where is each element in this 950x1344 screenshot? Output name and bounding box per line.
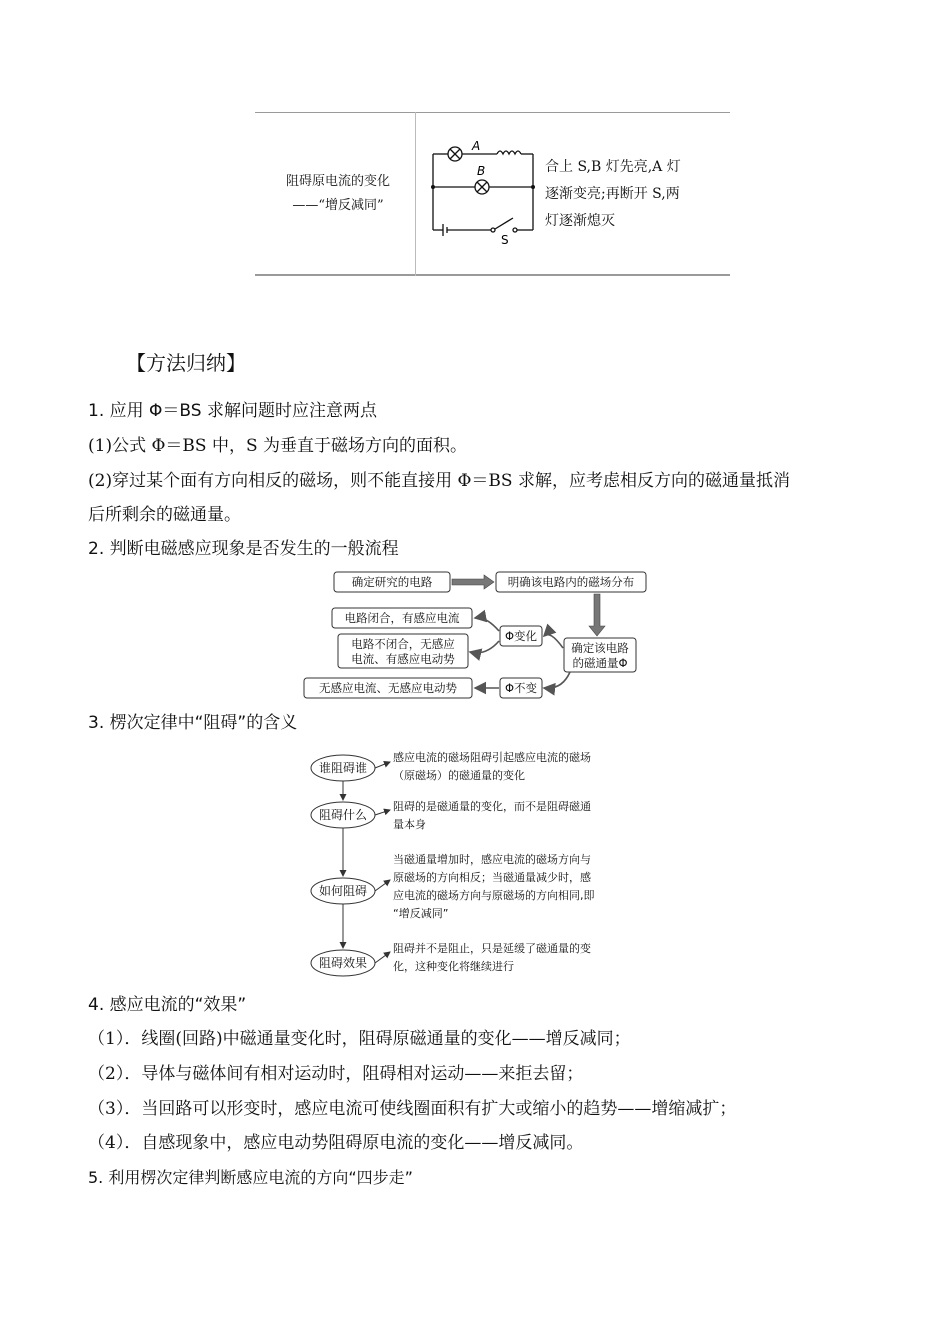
flow-open-line2: 电流、有感应电动势 [351, 652, 455, 666]
desc2-line2: 量本身 [393, 818, 426, 831]
desc2-line1: 阻碍的是磁通量的变化，而不是阻碍磁通 [393, 800, 591, 813]
circuit-diagram [425, 132, 540, 257]
item4-line4: （4）．自感现象中，感应电动势阻碍原电流的变化——增反减同。 [88, 1133, 584, 1153]
flow-box-identify-circuit: 确定研究的电路 [351, 575, 433, 589]
flow-box-field-distribution: 明确该电路内的磁场分布 [507, 575, 635, 589]
table-divider [415, 112, 416, 276]
flowchart-induction [300, 568, 660, 703]
flow-no-induction: 无感应电流、无感应电动势 [319, 681, 457, 695]
flow-phi-change: Φ变化 [504, 629, 538, 643]
flow-closed-circuit: 电路闭合，有感应电流 [344, 611, 460, 625]
node-what-hindered: 阻碍什么 [318, 808, 368, 822]
node-hinder-effect: 阻碍效果 [318, 956, 368, 970]
table-right-cell [545, 154, 730, 235]
desc4-line1: 阻碍并不是阻止，只是延缓了磁通量的变 [393, 942, 591, 955]
desc3-line2: 原磁场的方向相反；当磁通量减少时，感 [393, 871, 591, 884]
flow-phi-nochange: Φ不变 [504, 681, 538, 695]
desc3-line3: 应电流的磁场方向与原磁场的方向相同,即 [393, 889, 595, 902]
circuit-label-b: B [477, 164, 486, 178]
desc4-line2: 化，这种变化将继续进行 [393, 960, 514, 973]
circuit-table [255, 112, 730, 276]
circuit-label-s: S [501, 233, 509, 247]
flow-box-flux-line1: 确定该电路 [571, 641, 629, 655]
desc3-line1: 当磁通量增加时，感应电流的磁场方向与 [393, 853, 591, 866]
desc1-line2: （原磁场）的磁通量的变化 [393, 769, 525, 782]
table-right-line1: 合上 S,B 灯先亮,A 灯 [545, 159, 681, 175]
item4-heading: 4. 感应电流的“效果” [88, 995, 247, 1015]
hindrance-diagram [305, 744, 650, 980]
table-right-line3: 灯逐渐熄灭 [545, 213, 615, 229]
item5-heading: 5. 利用楞次定律判断感应电流的方向“四步走” [88, 1168, 413, 1187]
flow-open-line1: 电路不闭合，无感应 [351, 637, 455, 651]
table-bottom-rule [255, 274, 730, 276]
node-how-hinders: 如何阻碍 [318, 884, 368, 898]
table-right-line2: 逐渐变亮;再断开 S,两 [545, 186, 680, 202]
table-left-line2: ——“增反减同” [292, 198, 384, 213]
desc1-line1: 感应电流的磁场阻碍引起感应电流的磁场 [393, 751, 591, 764]
item1-p2-line2: 后所剩余的磁通量。 [88, 505, 241, 525]
node-who-hinders: 谁阻碍谁 [318, 761, 368, 775]
flow-box-flux-line2: 的磁通量Φ [572, 656, 628, 670]
desc3-line4: “增反减同” [393, 907, 449, 920]
item1-p1: (1)公式 Φ＝BS 中，S 为垂直于磁场方向的面积。 [88, 436, 468, 456]
section-title: 【方法归纳】 [126, 351, 246, 375]
table-top-rule [255, 112, 730, 113]
table-left-line1: 阻碍原电流的变化 [285, 174, 390, 189]
item4-line1: （1）．线圈(回路)中磁通量变化时，阻碍原磁通量的变化——增反减同； [88, 1029, 631, 1049]
circuit-label-a: A [472, 139, 481, 153]
table-left-cell [263, 170, 413, 218]
item1-heading: 1. 应用 Φ＝BS 求解问题时应注意两点 [88, 401, 377, 421]
item4-line3: （3）．当回路可以形变时，感应电流可使线圈面积有扩大或缩小的趋势——增缩减扩； [88, 1099, 737, 1119]
item1-p2-line1: (2)穿过某个面有方向相反的磁场，则不能直接用 Φ＝BS 求解，应考虑相反方向的磁通量抵消 [88, 471, 790, 491]
item3-heading: 3. 楞次定律中“阻碍”的含义 [88, 713, 298, 733]
item2-heading: 2. 判断电磁感应现象是否发生的一般流程 [88, 539, 399, 559]
item4-line2: （2）．导体与磁体间有相对运动时，阻碍相对运动——来拒去留； [88, 1064, 584, 1084]
